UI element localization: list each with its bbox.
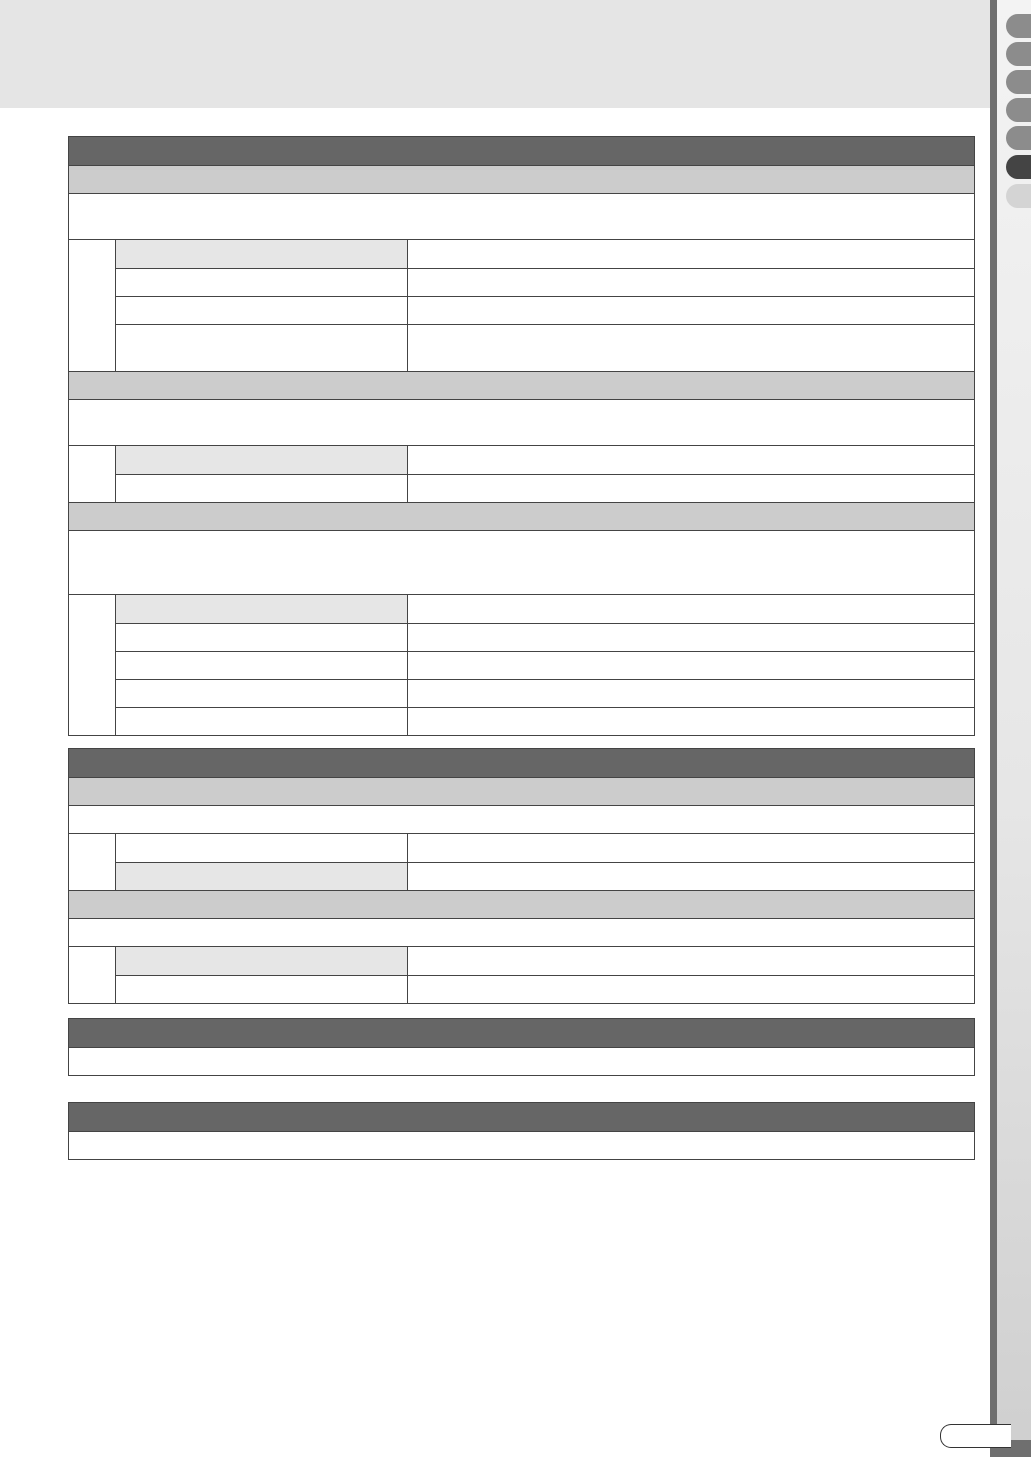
parameter-name — [116, 297, 408, 324]
group-label — [69, 595, 116, 735]
parameter-value — [408, 652, 974, 679]
group-label — [69, 947, 116, 1003]
section-heading — [69, 777, 974, 805]
parameter-value — [408, 269, 974, 296]
parameter-name — [116, 269, 408, 296]
parameter-value — [408, 325, 974, 371]
table-row — [116, 595, 974, 623]
table-title — [69, 749, 974, 777]
table-title — [69, 1103, 974, 1131]
parameter-name — [116, 624, 408, 651]
group-label — [69, 446, 116, 502]
parameter-value — [408, 680, 974, 707]
table-row — [116, 623, 974, 651]
section-description — [69, 918, 974, 946]
parameter-value — [408, 834, 974, 862]
parameter-value — [408, 595, 974, 623]
parameter-value — [408, 475, 974, 502]
parameter-value — [408, 708, 974, 735]
spec-table-1 — [68, 136, 975, 736]
parameter-name — [116, 240, 408, 268]
spec-table-2 — [68, 748, 975, 1004]
section-heading — [69, 890, 974, 918]
parameter-group — [69, 594, 974, 735]
parameter-group — [69, 239, 974, 371]
table-row — [116, 834, 974, 862]
section-description — [69, 530, 974, 594]
table-body — [69, 1047, 974, 1075]
table-row — [116, 446, 974, 474]
chapter-tab-2[interactable] — [1006, 42, 1031, 66]
table-row — [116, 947, 974, 975]
table-row — [116, 651, 974, 679]
group-label — [69, 834, 116, 890]
header-band — [0, 0, 990, 108]
spec-table-4 — [68, 1102, 975, 1160]
chapter-tab-4[interactable] — [1006, 98, 1031, 122]
table-title — [69, 137, 974, 165]
table-row — [116, 240, 974, 268]
chapter-tab-3[interactable] — [1006, 70, 1031, 94]
table-body — [69, 1131, 974, 1159]
section-description — [69, 399, 974, 445]
section-description — [69, 805, 974, 833]
table-title — [69, 1019, 974, 1047]
parameter-name — [116, 976, 408, 1003]
table-row — [116, 474, 974, 502]
chapter-tab-6[interactable] — [1006, 155, 1031, 179]
section-heading — [69, 371, 974, 399]
parameter-name — [116, 834, 408, 862]
parameter-name — [116, 325, 408, 371]
table-row — [116, 707, 974, 735]
table-row — [116, 296, 974, 324]
chapter-tab-7[interactable] — [1006, 184, 1031, 208]
parameter-value — [408, 947, 974, 975]
parameter-name — [116, 708, 408, 735]
parameter-value — [408, 976, 974, 1003]
parameter-group — [69, 445, 974, 502]
parameter-name — [116, 652, 408, 679]
parameter-group — [69, 833, 974, 890]
parameter-name — [116, 446, 408, 474]
chapter-tab-5[interactable] — [1006, 126, 1031, 150]
side-strip — [997, 0, 1031, 1457]
parameter-group — [69, 946, 974, 1003]
section-heading — [69, 502, 974, 530]
parameter-value — [408, 624, 974, 651]
parameter-name — [116, 863, 408, 890]
side-divider — [990, 0, 997, 1457]
table-row — [116, 324, 974, 371]
parameter-name — [116, 680, 408, 707]
table-row — [116, 268, 974, 296]
parameter-value — [408, 297, 974, 324]
spec-table-3 — [68, 1018, 975, 1076]
table-row — [116, 975, 974, 1003]
parameter-value — [408, 863, 974, 890]
table-row — [116, 862, 974, 890]
parameter-value — [408, 240, 974, 268]
parameter-name — [116, 475, 408, 502]
chapter-tab-1[interactable] — [1006, 14, 1031, 38]
parameter-name — [116, 947, 408, 975]
table-row — [116, 679, 974, 707]
parameter-name — [116, 595, 408, 623]
section-heading — [69, 165, 974, 193]
page-number — [940, 1424, 1011, 1448]
group-label — [69, 240, 116, 371]
section-description — [69, 193, 974, 239]
parameter-value — [408, 446, 974, 474]
